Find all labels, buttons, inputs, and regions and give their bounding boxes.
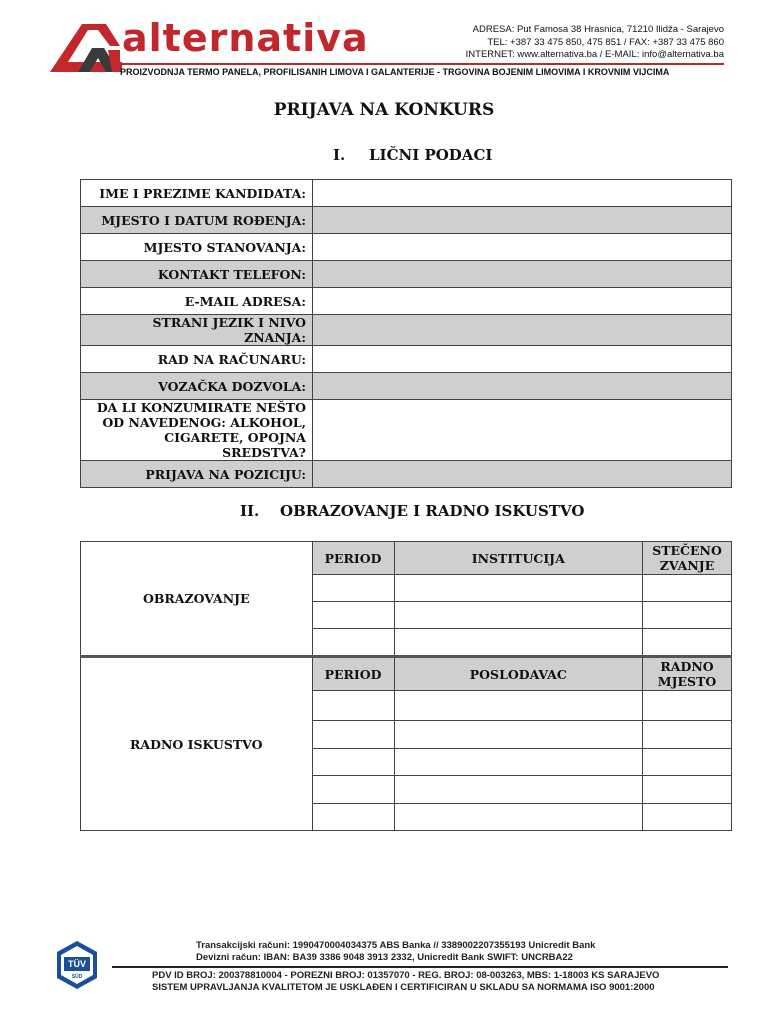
experience-label: RADNO ISKUSTVO (81, 657, 313, 831)
legal-line: PDV ID BROJ: 200378810004 - POREZNI BROJ: 01357070 - REG. BROJ: 08-003263, MBS: 1-18003 KS SARAJEVO (152, 970, 660, 981)
section-personal-heading (333, 146, 492, 164)
entry-cell[interactable] (312, 691, 394, 721)
field-value-cell[interactable] (313, 261, 732, 288)
entry-cell[interactable] (643, 602, 732, 629)
entry-cell[interactable] (643, 691, 732, 721)
education-experience-table (80, 541, 732, 831)
field-label: DA LI KONZUMIRATE NEŠTO OD NAVEDENOG: ALKOHOL, CIGARETE, OPOJNA SREDSTVA? (81, 400, 313, 461)
bank-accounts (196, 940, 595, 964)
field-value-cell[interactable] (313, 461, 732, 488)
field-label: PRIJAVA NA POZICIJU: (81, 461, 313, 488)
legal-info (152, 970, 659, 994)
entry-cell[interactable] (312, 776, 394, 804)
field-row (81, 346, 732, 373)
section-title: OBRAZOVANJE I RADNO ISKUSTVO (280, 502, 585, 520)
column-header-employer: POSLODAVAC (394, 657, 643, 691)
field-row (81, 373, 732, 400)
entry-cell[interactable] (394, 629, 643, 657)
field-row (81, 400, 732, 461)
field-row (81, 288, 732, 315)
entry-cell[interactable] (394, 776, 643, 804)
entry-cell[interactable] (643, 749, 732, 776)
entry-cell[interactable] (312, 602, 394, 629)
entry-cell[interactable] (394, 691, 643, 721)
entry-cell[interactable] (312, 721, 394, 749)
column-header-institution: INSTITUCIJA (394, 542, 643, 575)
column-header-position: RADNO MJESTO (643, 657, 732, 691)
section-number: I. (333, 146, 346, 164)
section-title: LIČNI PODACI (369, 146, 493, 164)
brand-name: alternativa (122, 16, 369, 60)
field-value-cell[interactable] (313, 234, 732, 261)
letterhead (44, 16, 724, 80)
field-label: STRANI JEZIK I NIVO ZNANJA: (81, 315, 313, 346)
education-label: OBRAZOVANJE (81, 542, 313, 657)
svg-text:TÜV: TÜV (68, 959, 86, 969)
field-label: VOZAČKA DOZVOLA: (81, 373, 313, 400)
entry-cell[interactable] (394, 575, 643, 602)
contact-phone: TEL: +387 33 475 850, 475 851 / FAX: +387 33 475 860 (487, 36, 724, 48)
field-label: KONTAKT TELEFON: (81, 261, 313, 288)
company-tagline: PROIZVODNJA TERMO PANELA, PROFILISANIH LIMOVA I GALANTERIJE - TRGOVINA BOJENIM LIMOVIMA I KROVNIM VIJCIMA (120, 67, 670, 77)
field-row (81, 207, 732, 234)
field-label: E-MAIL ADRESA: (81, 288, 313, 315)
experience-header-row (81, 657, 732, 691)
field-value-cell[interactable] (313, 400, 732, 461)
column-header-title: STEČENO ZVANJE (643, 542, 732, 575)
entry-cell[interactable] (312, 575, 394, 602)
field-value-cell[interactable] (313, 373, 732, 400)
field-row (81, 261, 732, 288)
contact-web: INTERNET: www.alternativa.ba / E-MAIL: info@alternativa.ba (465, 49, 724, 60)
field-value-cell[interactable] (313, 207, 732, 234)
entry-cell[interactable] (312, 749, 394, 776)
column-header-period: PERIOD (312, 542, 394, 575)
contact-address: ADRESA: Put Famosa 38 Hrasnica, 71210 Ilidža - Sarajevo (472, 24, 724, 35)
header-divider (116, 63, 724, 65)
tuv-certification-icon (52, 940, 102, 990)
entry-cell[interactable] (394, 602, 643, 629)
field-value-cell[interactable] (313, 315, 732, 346)
field-label: RAD NA RAČUNARU: (81, 346, 313, 373)
entry-cell[interactable] (394, 804, 643, 831)
section-education-heading (240, 502, 584, 520)
entry-cell[interactable] (643, 575, 732, 602)
entry-cell[interactable] (643, 629, 732, 657)
field-label: MJESTO I DATUM ROĐENJA: (81, 207, 313, 234)
field-value-cell[interactable] (313, 180, 732, 207)
footer-divider (112, 966, 728, 968)
entry-cell[interactable] (643, 776, 732, 804)
personal-data-table (80, 179, 732, 488)
document-title: PRIJAVA NA KONKURS (273, 100, 495, 120)
field-value-cell[interactable] (313, 346, 732, 373)
legal-line: SISTEM UPRAVLJANJA KVALITETOM JE USKLAĐEN I CERTIFICIRAN U SKLADU SA NORMAMA ISO 9001:2000 (152, 982, 655, 993)
letterhead-footer (48, 938, 730, 998)
education-header-row (81, 542, 732, 575)
entry-cell[interactable] (643, 804, 732, 831)
field-value-cell[interactable] (313, 288, 732, 315)
bank-line: Devizni račun: IBAN: BA39 3386 9048 3913 2332, Unicredit Bank SWIFT: UNCRBA22 (196, 952, 573, 963)
entry-cell[interactable] (312, 804, 394, 831)
svg-text:SÜD: SÜD (71, 974, 83, 980)
entry-cell[interactable] (643, 721, 732, 749)
field-row (81, 315, 732, 346)
field-label: MJESTO STANOVANJA: (81, 234, 313, 261)
section-number: II. (240, 502, 260, 520)
column-header-period: PERIOD (312, 657, 394, 691)
field-row (81, 234, 732, 261)
entry-cell[interactable] (312, 629, 394, 657)
contact-info (466, 24, 724, 62)
field-row (81, 180, 732, 207)
entry-cell[interactable] (394, 721, 643, 749)
entry-cell[interactable] (394, 749, 643, 776)
bank-line: Transakcijski računi: 1990470004034375 ABS Banka // 3389002207355193 Unicredit Bank (196, 940, 596, 951)
field-row (81, 461, 732, 488)
field-label: IME I PREZIME KANDIDATA: (81, 180, 313, 207)
